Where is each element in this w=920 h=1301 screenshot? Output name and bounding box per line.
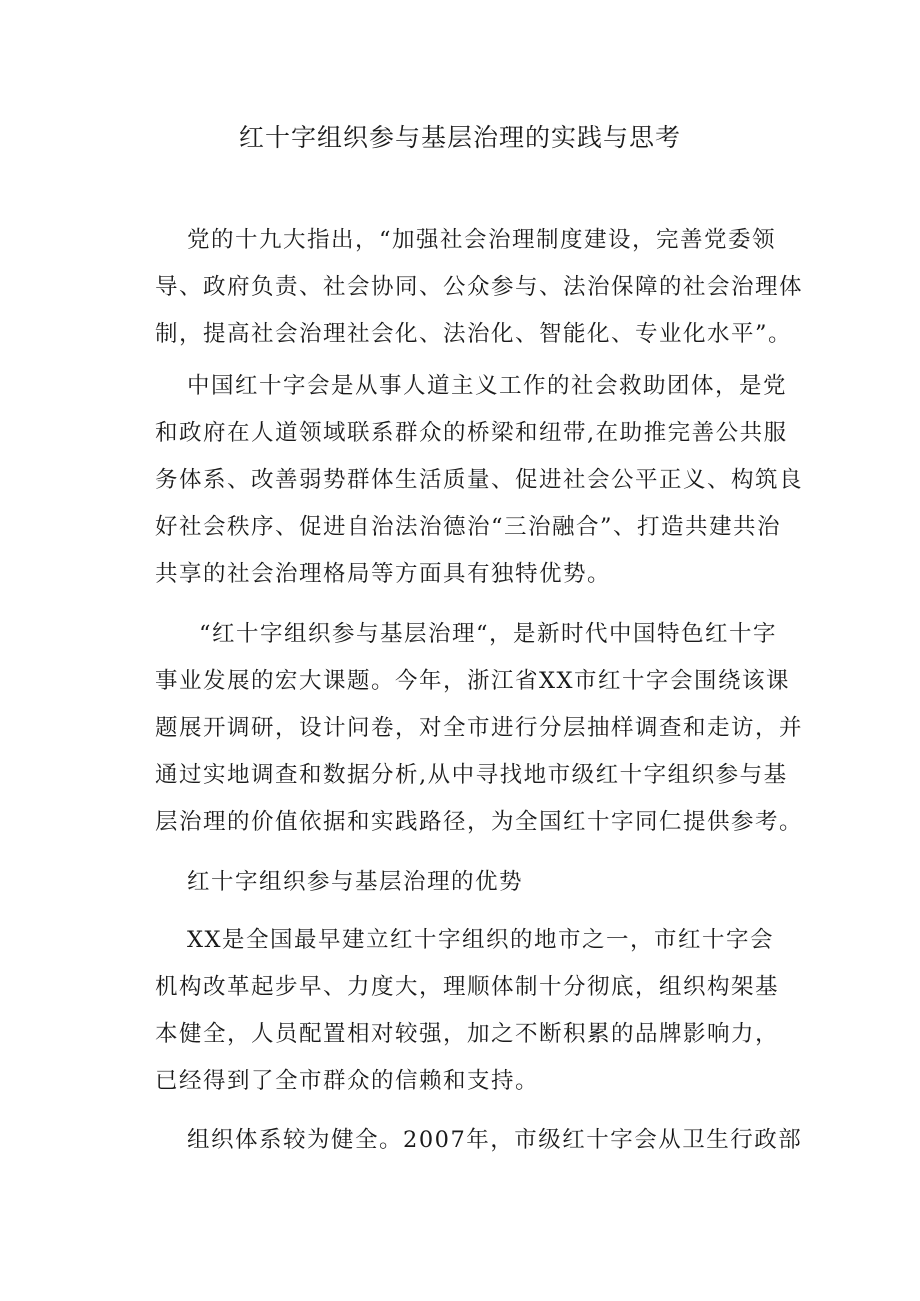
section-heading — [155, 859, 523, 906]
paragraph-4 — [155, 917, 779, 1105]
paragraph-line: 事业发展的宏大课题。今年，浙江省XX市红十字会围绕该课 — [155, 668, 791, 694]
paragraph-3 — [155, 611, 803, 846]
paragraph-line: 组织体系较为健全。2007年，市级红十字会从卫生行政部 — [187, 1127, 803, 1153]
section-heading-text: 红十字组织参与基层治理的优势 — [187, 869, 524, 895]
paragraph-line: 层治理的价值依据和实践路径，为全国红十字同仁提供参考。 — [155, 809, 804, 835]
paragraph-line: 导、政府负责、社会协同、公众参与、法治保障的社会治理体 — [155, 274, 804, 300]
paragraph-line: XX是全国最早建立红十字组织的地市之一，市红十字会 — [187, 927, 775, 953]
paragraph-line: “红十字组织参与基层治理“，是新时代中国特色红十字 — [199, 621, 778, 647]
paragraph-2 — [155, 363, 803, 598]
paragraph-line: 和政府在人道领域联系群众的桥梁和纽带,在助推完善公共服 — [155, 420, 788, 446]
paragraph-line: 务体系、改善弱势群体生活质量、促进社会公平正义、构筑良 — [155, 467, 804, 493]
paragraph-line: 党的十九大指出，“加强社会治理制度建设，完善党委领 — [187, 227, 777, 253]
paragraph-line: 已经得到了全市群众的信赖和支持。 — [155, 1068, 540, 1094]
paragraph-5 — [155, 1117, 802, 1164]
paragraph-line: 中国红十字会是从事人道主义工作的社会救助团体，是党 — [187, 373, 788, 399]
paragraph-line: 题展开调研，设计问卷，对全市进行分层抽样调查和走访，并 — [155, 715, 804, 741]
paragraph-line: 机构改革起步早、力度大，理顺体制十分彻底，组织构架基 — [155, 974, 780, 1000]
paragraph-line: 共享的社会治理格局等方面具有独特优势。 — [155, 561, 612, 587]
paragraph-line: 本健全，人员配置相对较强，加之不断积累的品牌影响力， — [155, 1021, 780, 1047]
document-title: 红十字组织参与基层治理的实践与思考 — [238, 123, 681, 152]
paragraph-line: 制，提高社会治理社会化、法治化、智能化、专业化水平”。 — [155, 321, 793, 347]
paragraph-line: 通过实地调查和数据分析,从中寻找地市级红十字组织参与基 — [155, 762, 788, 788]
paragraph-1 — [155, 217, 803, 358]
paragraph-line: 好社会秩序、促进自治法治德治“三治融合”、打造共建共治 — [155, 514, 782, 540]
